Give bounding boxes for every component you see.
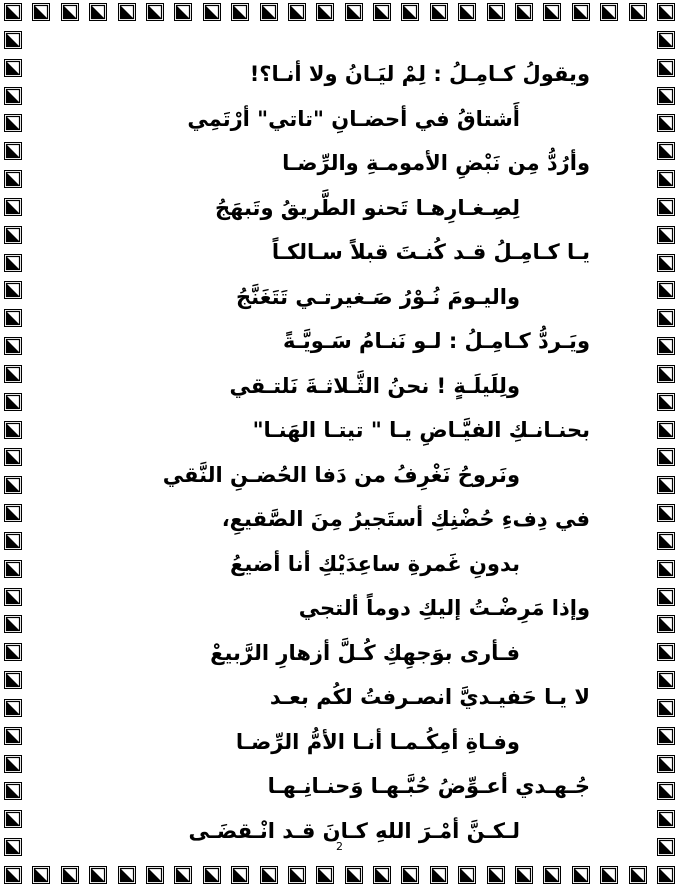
border-tile [5,88,22,105]
border-tile [658,366,675,383]
border-tile [33,867,50,884]
poem-line: ويقولُ كـامِـلُ : لِمْ ليَـانُ ولا أنـا؟! [249,62,590,86]
poem-line: وفـاةِ أمِكُـمـا أنـا الأمُّ الرِّضـا [235,729,520,754]
border-tile [5,477,22,494]
border-tile [289,867,306,884]
border-tile [658,4,675,21]
border-tile [147,867,164,884]
poem-line: لـكـنَّ أمْـرَ اللهِ كـانَ قـد انْـقضَـى [188,818,520,843]
border-tile [658,756,675,773]
poem-line: في دِفءِ حُضْنِكِ أستَجيرُ مِنَ الصَّقيعِ، [221,507,590,531]
border-tile [90,4,107,21]
border-tile [459,4,476,21]
border-tile [658,394,675,411]
border-tile [204,4,221,21]
border-tile [658,115,675,132]
border-tile [5,143,22,160]
border-tile [658,143,675,160]
border-tile [5,115,22,132]
border-tile [5,589,22,606]
border-tile [5,4,22,21]
border-tile [5,867,22,884]
border-tile [374,867,391,884]
border-tile [204,867,221,884]
poem-body [60,52,590,853]
border-tile [5,366,22,383]
border-tile [658,60,675,77]
poem-line: وإذا مَرِضْـتُ إليكِ دوماً ألتجي [298,596,590,620]
border-tile [5,449,22,466]
border-tile [5,199,22,216]
poem-line: لِصِـغـارِهـا تَحنو الطَّريقُ وتَبهَجُ [214,195,520,220]
poem-line: ولِلَيلَـةٍ ! نحنُ الثَّـلاثـةَ نَلتـقي [229,373,520,398]
border-tile [658,533,675,550]
border-tile [33,4,50,21]
poem-line: جُـهـدي أعـوِّضُ حُبَّـهـا وَحنـانِـهـا [267,774,590,798]
border-tile [62,4,79,21]
border-tile [488,4,505,21]
border-tile [261,4,278,21]
border-tile [374,4,391,21]
poem-line: ويَـردُّ كـامِـلُ : لـو نَنـامُ سَـويَّـةً [282,329,590,353]
border-tile [658,672,675,689]
border-tile [601,867,618,884]
border-tile [5,561,22,578]
border-tile [544,867,561,884]
border-tile [5,644,22,661]
border-tile [658,227,675,244]
border-tile [147,4,164,21]
border-tile [317,867,334,884]
border-tile [5,282,22,299]
border-tile [5,728,22,745]
poem-line: واليـومَ نُـوْرُ صَـغيرتـي تَتَغَنَّجُ [236,284,520,309]
poem-line: وأرُدُّ مِن نَبْضِ الأمومـةِ والرِّضـا [282,151,590,175]
border-tile [658,282,675,299]
border-tile [5,32,22,49]
border-tile [119,867,136,884]
border-tile [5,505,22,522]
border-tile [658,561,675,578]
border-tile [5,783,22,800]
border-tile [5,672,22,689]
poem-line: أَشتاقُ في أحضـانِ "تاتي" أرْتَمِي [187,106,520,131]
border-tile [658,505,675,522]
border-tile [346,867,363,884]
border-tile [544,4,561,21]
border-tile [346,4,363,21]
border-tile [289,4,306,21]
border-tile [601,4,618,21]
border-tile [5,811,22,828]
border-tile [5,227,22,244]
border-tile [5,700,22,717]
border-tile [62,867,79,884]
border-tile [402,4,419,21]
border-tile [658,783,675,800]
poem-line: بدونِ غَمرةِ ساعِدَيْكِ أنا أضيعُ [230,551,520,576]
border-tile [573,4,590,21]
border-tile [175,4,192,21]
border-tile [5,310,22,327]
border-tile [658,32,675,49]
border-tile [658,811,675,828]
border-tile [658,728,675,745]
border-tile [119,4,136,21]
border-tile [516,867,533,884]
border-tile [431,867,448,884]
border-tile [232,4,249,21]
border-tile [658,700,675,717]
border-tile [5,616,22,633]
border-tile [5,756,22,773]
border-tile [630,4,647,21]
border-tile [658,199,675,216]
poem-line: يـا كـامِـلُ قـد كُنـتَ قبلاً سـالكـاً [271,240,590,264]
border-tile [5,338,22,355]
poem-line: بحنـانـكِ الفيَّـاضِ يـا " تيتـا الهَنـا" [252,418,590,442]
border-tile [658,338,675,355]
border-tile [658,171,675,188]
border-tile [658,449,675,466]
border-tile [232,867,249,884]
border-tile [431,4,448,21]
border-tile [630,867,647,884]
border-tile [658,589,675,606]
border-tile [658,644,675,661]
border-tile [5,394,22,411]
page-number: 2 [336,840,343,853]
border-tile [658,255,675,272]
border-tile [317,4,334,21]
border-tile [261,867,278,884]
border-tile [175,867,192,884]
border-tile [516,4,533,21]
poem-line: ونَروحُ نَغْرِفُ من دَفا الحُضـنِ النَّقي [162,462,520,487]
border-tile [5,533,22,550]
border-tile [488,867,505,884]
poem-line: لا يـا حَفيـديَّ انصـرفتُ لكُم بعـد [269,685,590,709]
border-tile [5,255,22,272]
border-tile [459,867,476,884]
poem-line: فـأرى بوَجهِكِ كُـلَّ أزهارِ الرَّبيعْ [210,640,520,665]
border-tile [402,867,419,884]
border-tile [90,867,107,884]
border-tile [658,616,675,633]
border-tile [5,60,22,77]
border-tile [658,310,675,327]
border-tile [658,867,675,884]
border-tile [573,867,590,884]
border-tile [5,422,22,439]
border-tile [5,171,22,188]
border-tile [658,477,675,494]
border-tile [658,422,675,439]
border-tile [658,88,675,105]
